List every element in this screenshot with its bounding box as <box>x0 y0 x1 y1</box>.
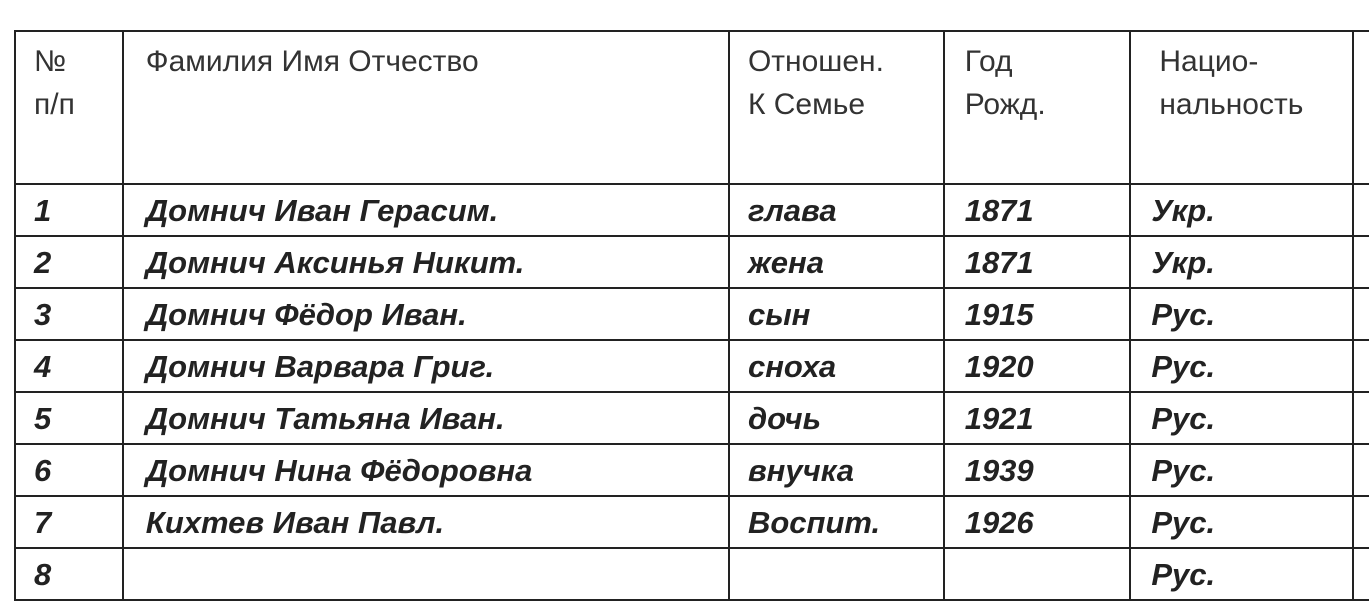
header-number-line2: п/п <box>34 88 75 121</box>
nationality-cell-text: Укр. <box>1151 193 1215 228</box>
full-name-cell-text: Домнич Аксинья Никит. <box>145 245 525 280</box>
row-number-cell-text: 8 <box>34 557 52 592</box>
nationality-cell-text: Рус. <box>1151 557 1216 592</box>
row-number-cell <box>15 340 123 392</box>
table-row <box>15 236 1369 288</box>
birth-year-cell-text: 1871 <box>964 193 1034 228</box>
birth-year-cell-text <box>945 549 1130 551</box>
full-name-cell-text: Домнич Нина Фёдоровна <box>145 453 533 488</box>
relation-cell <box>729 184 944 236</box>
birth-year-cell <box>944 340 1131 392</box>
relation-cell-text: сын <box>747 297 811 332</box>
row-number-cell-text: 7 <box>34 505 52 540</box>
full-name-cell <box>123 184 729 236</box>
relation-cell-text: внучка <box>747 453 855 488</box>
nationality-cell <box>1130 184 1353 236</box>
extra-column-cell <box>1353 288 1369 340</box>
nationality-cell <box>1130 496 1353 548</box>
full-name-cell-text: Домнич Фёдор Иван. <box>145 297 467 332</box>
extra-column-cell <box>1353 392 1369 444</box>
relation-cell-text: дочь <box>747 401 821 436</box>
row-number-cell-text: 4 <box>34 349 52 384</box>
full-name-cell <box>123 392 729 444</box>
header-number <box>15 31 123 184</box>
full-name-cell <box>123 496 729 548</box>
nationality-cell-text: Рус. <box>1151 505 1216 540</box>
full-name-cell-text: Кихтев Иван Павл. <box>145 505 445 540</box>
table-row <box>15 444 1369 496</box>
table-header-row <box>15 31 1369 184</box>
birth-year-cell <box>944 444 1131 496</box>
nationality-cell <box>1130 288 1353 340</box>
nationality-cell-text: Укр. <box>1151 245 1215 280</box>
header-nationality-line2: нальность <box>1159 88 1304 121</box>
full-name-cell-text <box>124 549 728 551</box>
birth-year-cell-text: 1926 <box>964 505 1034 540</box>
header-extra-column <box>1353 31 1369 184</box>
relation-cell <box>729 236 944 288</box>
extra-column-cell <box>1353 444 1369 496</box>
row-number-cell-text: 5 <box>34 401 52 436</box>
census-sheet <box>14 30 1369 601</box>
relation-cell <box>729 340 944 392</box>
nationality-cell-text: Рус. <box>1151 401 1216 436</box>
birth-year-cell-text: 1920 <box>964 349 1034 384</box>
row-number-cell-text: 2 <box>34 245 52 280</box>
header-nationality-line1: Нацио- <box>1159 45 1259 78</box>
nationality-cell <box>1130 548 1353 600</box>
table-row <box>15 184 1369 236</box>
birth-year-cell-text: 1871 <box>964 245 1034 280</box>
row-number-cell-text: 1 <box>34 193 52 228</box>
birth-year-cell-text: 1921 <box>964 401 1034 436</box>
birth-year-cell <box>944 548 1131 600</box>
row-number-cell <box>15 496 123 548</box>
table-body <box>15 184 1369 600</box>
nationality-cell-text: Рус. <box>1151 349 1216 384</box>
full-name-cell-text: Домнич Варвара Григ. <box>145 349 495 384</box>
row-number-cell-text: 6 <box>34 453 52 488</box>
table-row <box>15 548 1369 600</box>
row-number-cell <box>15 548 123 600</box>
relation-cell <box>729 392 944 444</box>
full-name-cell-text: Домнич Иван Герасим. <box>145 193 499 228</box>
row-number-cell-text: 3 <box>34 297 52 332</box>
header-year-line2: Рожд. <box>964 88 1046 121</box>
header-relation-line2: К Семье <box>747 88 866 121</box>
extra-column-cell <box>1353 340 1369 392</box>
nationality-cell-text: Рус. <box>1151 297 1216 332</box>
birth-year-cell <box>944 288 1131 340</box>
relation-cell <box>729 288 944 340</box>
relation-cell <box>729 444 944 496</box>
header-family-relation <box>729 31 944 184</box>
birth-year-cell-text: 1939 <box>964 453 1034 488</box>
birth-year-cell <box>944 236 1131 288</box>
relation-cell-text <box>730 549 943 551</box>
table-row <box>15 496 1369 548</box>
row-number-cell <box>15 288 123 340</box>
full-name-cell <box>123 340 729 392</box>
relation-cell-text: сноха <box>747 349 837 384</box>
full-name-cell <box>123 236 729 288</box>
header-year-line1: Год <box>964 45 1013 78</box>
birth-year-cell <box>944 392 1131 444</box>
row-number-cell <box>15 392 123 444</box>
nationality-cell-text: Рус. <box>1151 453 1216 488</box>
table-row <box>15 288 1369 340</box>
header-birth-year <box>944 31 1131 184</box>
relation-cell-text: глава <box>747 193 837 228</box>
table-row <box>15 340 1369 392</box>
nationality-cell <box>1130 236 1353 288</box>
family-census-table <box>14 30 1369 601</box>
row-number-cell <box>15 444 123 496</box>
header-nationality <box>1130 31 1353 184</box>
full-name-cell <box>123 288 729 340</box>
birth-year-cell <box>944 496 1131 548</box>
extra-column-cell <box>1353 184 1369 236</box>
birth-year-cell <box>944 184 1131 236</box>
extra-column-cell <box>1353 548 1369 600</box>
header-number-line1: № <box>34 45 67 78</box>
extra-column-cell <box>1353 236 1369 288</box>
nationality-cell <box>1130 392 1353 444</box>
full-name-cell <box>123 548 729 600</box>
full-name-cell <box>123 444 729 496</box>
birth-year-cell-text: 1915 <box>964 297 1034 332</box>
relation-cell <box>729 496 944 548</box>
relation-cell <box>729 548 944 600</box>
header-full-name-text: Фамилия Имя Отчество <box>145 45 479 78</box>
header-full-name <box>123 31 729 184</box>
nationality-cell <box>1130 340 1353 392</box>
row-number-cell <box>15 236 123 288</box>
full-name-cell-text: Домнич Татьяна Иван. <box>145 401 505 436</box>
header-relation-line1: Отношен. <box>747 45 884 78</box>
relation-cell-text: Воспит. <box>747 505 881 540</box>
row-number-cell <box>15 184 123 236</box>
relation-cell-text: жена <box>747 245 824 280</box>
extra-column-cell <box>1353 496 1369 548</box>
table-row <box>15 392 1369 444</box>
nationality-cell <box>1130 444 1353 496</box>
